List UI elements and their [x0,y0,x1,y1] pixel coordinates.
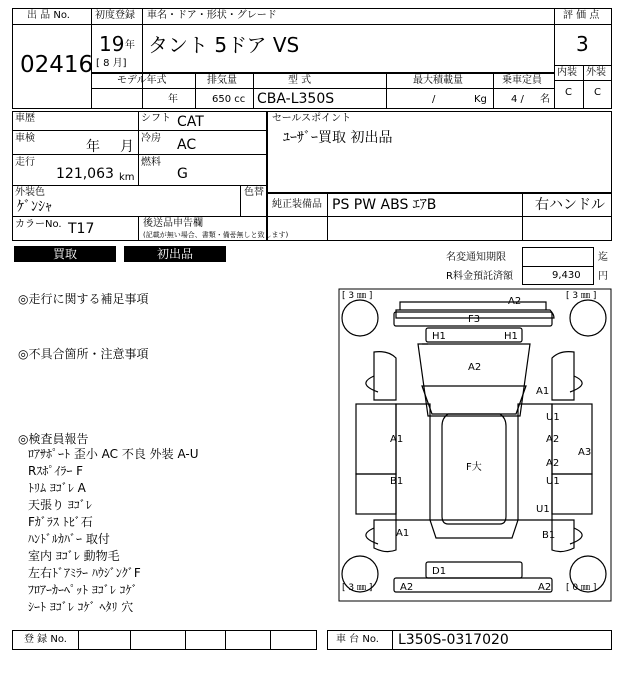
damage-mark: D1 [432,566,447,577]
report-line: Rｽﾎﾟｲﾗｰ F [28,464,84,478]
tire-depth-rear-right: [ 0 ㎜ ] [566,583,597,593]
model-year-unit: 年 [168,94,178,105]
inspection-label: 車検 [15,133,35,144]
tire-depth-front-left: [ 3 ㎜ ] [342,291,373,301]
shift-value: CAT [177,114,204,130]
report-line: ﾄﾘﾑ ﾖｺﾞﾚ A [28,481,86,495]
supplement-heading: ◎走行に関する補足事項 [18,292,149,306]
mileage-unit: km [119,172,135,183]
chassis-label: 車 台 No. [336,634,379,645]
report-line: 室内 ﾖｺﾞﾚ 動物毛 [28,549,120,563]
inspector-heading: ◎検査員報告 [18,432,89,446]
name-change-field [522,247,594,267]
damage-mark: H1 [504,331,518,342]
exterior-label: 外装 [586,67,606,78]
equipment-label: 純正装備品 [272,199,322,210]
aircon-label: 冷房 [141,133,161,144]
color-no-value: T17 [68,221,95,237]
score-value: 3 [576,32,589,56]
report-line: ﾌﾛｱｰｶｰﾍﾟｯﾄ ﾖｺﾞﾚ ｺｹﾞ [28,583,138,597]
badge-first-listing: 初出品 [124,246,226,262]
max-load-unit: Kg [474,94,487,105]
max-load-label: 最大積載量 [413,75,463,86]
equipment-value: PS PW ABS ｴｱB [332,197,437,213]
damage-mark: A1 [390,434,404,445]
damage-mark: A3 [578,447,592,458]
fuel-value: G [177,166,188,182]
name-change-unit: 迄 [598,252,608,263]
badge-buyout: 買取 [14,246,116,262]
recycle-unit: 円 [598,271,608,282]
lot-number: 02416 [20,52,94,78]
report-list [28,446,199,616]
name-change-label: 名変通知期限 [446,252,506,263]
first-reg-year-unit: 年 [125,40,135,51]
report-line: ﾛｱｻﾎﾟｰﾄ 歪小 AC 不良 外装 A-U [28,447,199,461]
report-line: 天張り ﾖｺﾞﾚ [28,498,92,512]
damage-mark: A2 [538,582,552,593]
registration-label: 登 録 No. [24,634,67,645]
first-reg-year: 19 [99,32,125,56]
history-label: 車歴 [15,113,35,124]
type-value: CBA-L350S [257,91,335,107]
color-no-label: カラーNo. [15,219,62,230]
car-name: タント 5ドア VS [148,33,300,57]
aircon-value: AC [177,137,197,153]
score-label: 評 価 点 [563,10,600,21]
damage-mark: U1 [536,504,550,515]
doc-note: (記載が無い場合、書類・備품無しと致します) [143,231,289,239]
first-reg-label: 初度登録 [95,10,135,21]
recycle-label: R料金預託済額 [446,271,513,282]
first-reg-month: [ 8 月] [96,58,127,69]
capacity: 4 / [511,94,524,105]
name-label: 車名・ドア・形状・グレード [147,10,277,21]
capacity-unit: 名 [540,94,550,105]
damage-mark: U1 [546,412,560,423]
shift-label: シフト [141,113,171,124]
lot-label: 出 品 No. [27,10,70,21]
tire-depth-front-right: [ 3 ㎜ ] [566,291,597,301]
ext-color-label: 外装色 [15,187,45,198]
chassis-number: L350S-0317020 [398,632,509,648]
damage-mark: A2 [400,582,414,593]
damage-mark: B1 [390,476,404,487]
steering-value: 右ハンドル [535,197,605,213]
fuel-label: 燃料 [141,157,161,168]
report-line: ﾊﾝﾄﾞﾙｶﾊﾞｰ 取付 [28,532,110,546]
displacement: 650 cc [212,94,246,105]
defects-heading: ◎不具合箇所・注意事項 [18,347,149,361]
tire-depth-rear-left: [ 3 ㎜ ] [342,583,373,593]
color-change-label: 色替 [244,187,264,198]
damage-mark: B1 [542,530,556,541]
exterior-grade: C [594,87,601,98]
capacity-label: 乗車定員 [502,75,542,86]
interior-grade: C [565,87,572,98]
sales-point-value: ﾕｰｻﾞｰ買取 初出品 [283,130,393,146]
damage-mark: A1 [536,386,550,397]
inspection-year-unit: 年 [86,139,100,155]
sales-point-label: セールスポイント [272,113,352,124]
report-line: ｼｰﾄ ﾖｺﾞﾚ ｺｹﾞ ﾍﾀﾘ 穴 [28,600,134,614]
damage-mark: F3 [468,314,481,325]
damage-mark: A2 [468,362,482,373]
damage-mark: A2 [546,434,560,445]
type-label: 型 式 [288,75,312,86]
car-damage-diagram [338,288,612,602]
report-line: 左右ﾄﾞｱﾐﾗｰ ﾊｳｼﾞﾝｸﾞF [28,566,141,580]
damage-mark: H1 [432,331,446,342]
inspection-month-unit: 月 [120,139,134,155]
model-year-label: モデル年式 [117,75,167,86]
damage-mark: A2 [508,296,522,307]
report-line: Fｶﾞﾗｽ ﾄﾋﾞ石 [28,515,93,529]
damage-mark: F大 [466,462,482,473]
interior-label: 内装 [557,67,577,78]
damage-mark: A2 [546,458,560,469]
ext-color-value: ｹﾞﾝｼｬ [17,199,52,215]
displacement-label: 排気量 [207,75,237,86]
doc-label: 後送品申告欄 [143,218,203,229]
recycle-value: 9,430 [552,270,581,281]
mileage-label: 走行 [15,157,35,168]
damage-mark: A1 [396,528,410,539]
mileage-value: 121,063 [56,166,114,182]
damage-mark: U1 [546,476,560,487]
max-load: / [432,94,436,105]
